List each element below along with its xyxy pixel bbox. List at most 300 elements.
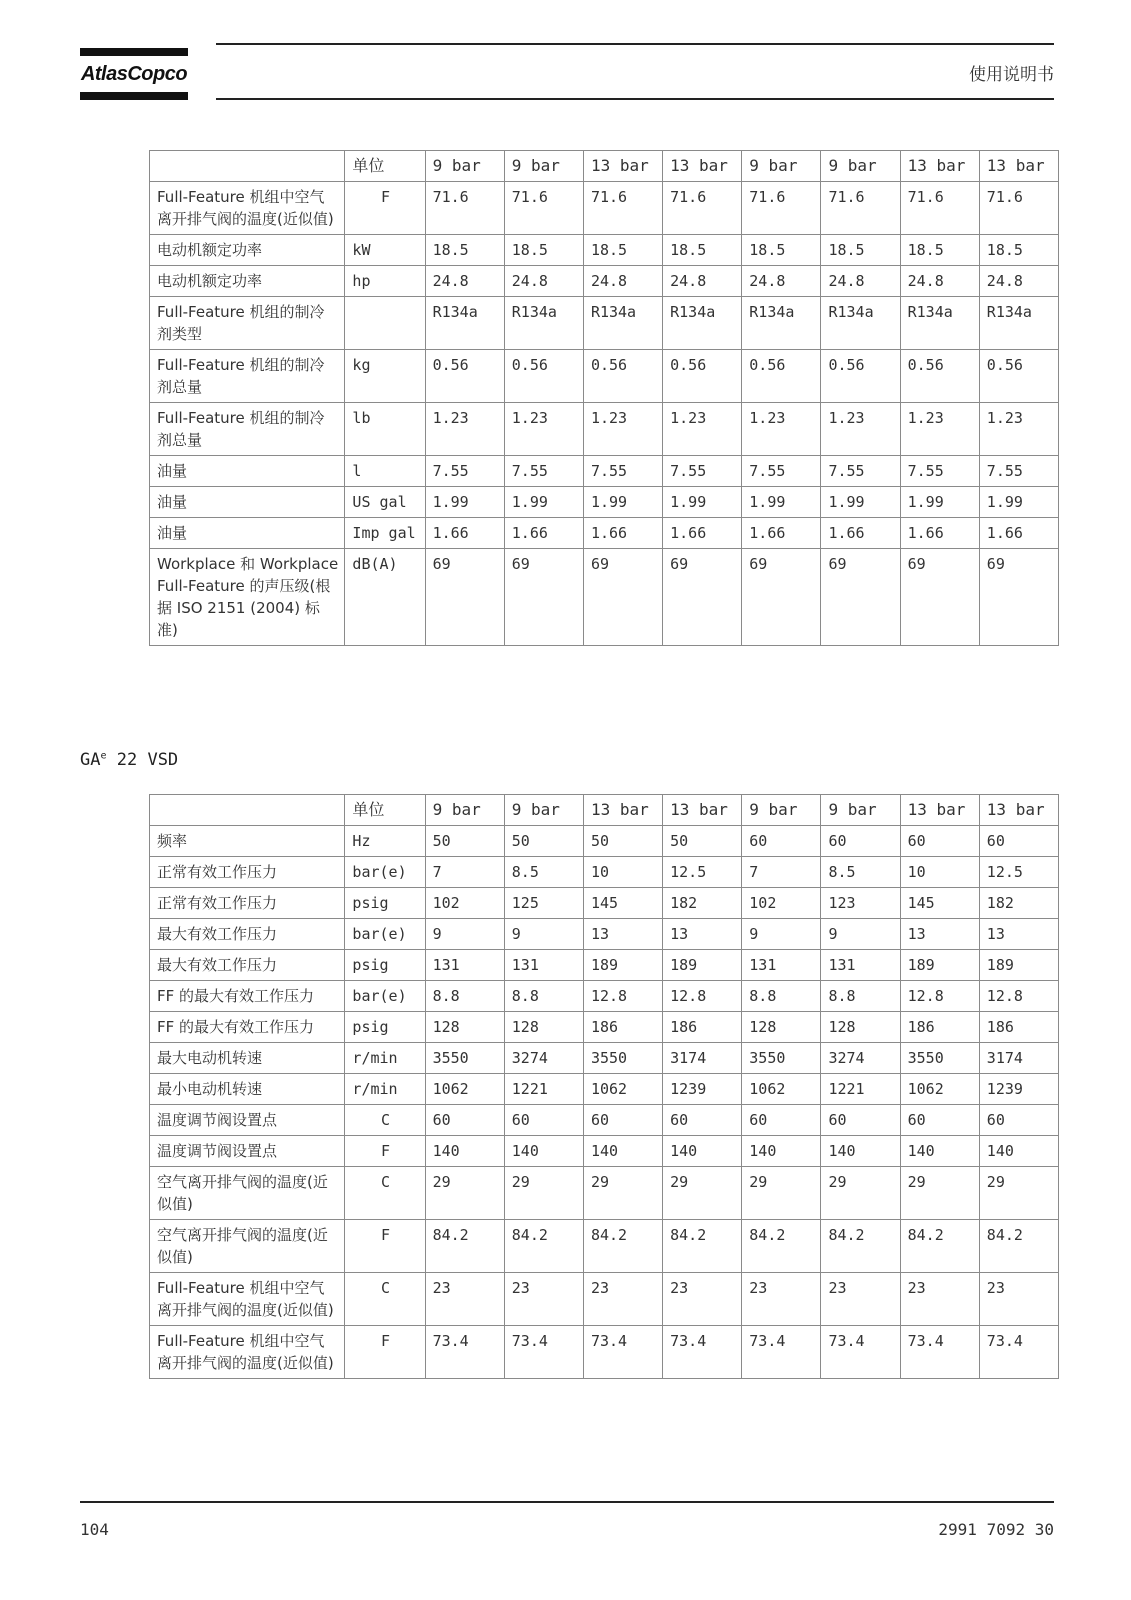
table-row [150, 950, 1059, 981]
cell-value: 69 [821, 549, 900, 646]
cell-value: 69 [979, 549, 1058, 646]
table-row [150, 297, 1059, 350]
cell-value: R134a [663, 297, 742, 350]
table-row [150, 826, 1059, 857]
cell-value: 1062 [900, 1074, 979, 1105]
row-unit: C [345, 1105, 425, 1136]
cell-value: 71.6 [821, 182, 900, 235]
cell-value: 128 [504, 1012, 583, 1043]
column-header-pressure: 9 bar [504, 151, 583, 182]
table-row [150, 981, 1059, 1012]
cell-value: 71.6 [742, 182, 821, 235]
cell-value: 1.66 [821, 518, 900, 549]
table-row [150, 919, 1059, 950]
column-header-pressure: 13 bar [979, 795, 1058, 826]
cell-value: 50 [583, 826, 662, 857]
cell-value: 18.5 [663, 235, 742, 266]
column-header-pressure: 13 bar [979, 151, 1058, 182]
cell-value: 7.55 [583, 456, 662, 487]
cell-value: R134a [821, 297, 900, 350]
cell-value: 60 [583, 1105, 662, 1136]
table-row [150, 518, 1059, 549]
row-unit: kg [345, 350, 425, 403]
cell-value: 125 [504, 888, 583, 919]
table-row [150, 888, 1059, 919]
table-row [150, 1012, 1059, 1043]
cell-value: 29 [425, 1167, 504, 1220]
row-unit: bar(e) [345, 981, 425, 1012]
table-row [150, 857, 1059, 888]
cell-value: 84.2 [821, 1220, 900, 1273]
row-label: 电动机额定功率 [150, 235, 345, 266]
row-unit: r/min [345, 1074, 425, 1105]
cell-value: 1.66 [504, 518, 583, 549]
row-unit: r/min [345, 1043, 425, 1074]
cell-value: 24.8 [504, 266, 583, 297]
table-row [150, 1326, 1059, 1379]
row-unit: hp [345, 266, 425, 297]
cell-value: 1.99 [900, 487, 979, 518]
cell-value: 8.5 [821, 857, 900, 888]
cell-value: 50 [504, 826, 583, 857]
cell-value: R134a [504, 297, 583, 350]
cell-value: 60 [900, 826, 979, 857]
footer-rule [80, 1501, 1054, 1503]
row-label: 温度调节阀设置点 [150, 1136, 345, 1167]
cell-value: 24.8 [821, 266, 900, 297]
cell-value: 123 [821, 888, 900, 919]
section-title-main: GA [80, 750, 101, 770]
column-header-pressure: 13 bar [583, 151, 662, 182]
cell-value: 18.5 [583, 235, 662, 266]
cell-value: 73.4 [425, 1326, 504, 1379]
cell-value: 1.23 [663, 403, 742, 456]
row-label: FF 的最大有效工作压力 [150, 1012, 345, 1043]
row-label: 空气离开排气阀的温度(近似值) [150, 1220, 345, 1273]
cell-value: 84.2 [425, 1220, 504, 1273]
cell-value: 18.5 [425, 235, 504, 266]
cell-value: 9 [504, 919, 583, 950]
logo-bar-top [80, 48, 188, 56]
cell-value: 0.56 [979, 350, 1058, 403]
cell-value: 69 [663, 549, 742, 646]
cell-value: 7.55 [979, 456, 1058, 487]
cell-value: 8.8 [504, 981, 583, 1012]
cell-value: R134a [425, 297, 504, 350]
cell-value: 189 [900, 950, 979, 981]
cell-value: 145 [583, 888, 662, 919]
cell-value: 182 [979, 888, 1058, 919]
column-header-pressure: 13 bar [583, 795, 662, 826]
column-header-pressure: 9 bar [425, 795, 504, 826]
cell-value: 0.56 [900, 350, 979, 403]
row-unit: l [345, 456, 425, 487]
cell-value: 50 [425, 826, 504, 857]
row-unit: Imp gal [345, 518, 425, 549]
row-label: 油量 [150, 487, 345, 518]
cell-value: 60 [979, 1105, 1058, 1136]
row-label: 最大电动机转速 [150, 1043, 345, 1074]
cell-value: 1.66 [979, 518, 1058, 549]
cell-value: 13 [663, 919, 742, 950]
cell-value: 60 [821, 826, 900, 857]
row-unit: C [345, 1167, 425, 1220]
cell-value: 1.23 [821, 403, 900, 456]
cell-value: 12.5 [663, 857, 742, 888]
column-header-pressure: 13 bar [663, 795, 742, 826]
cell-value: 23 [504, 1273, 583, 1326]
cell-value: 189 [663, 950, 742, 981]
cell-value: 18.5 [821, 235, 900, 266]
cell-value: 73.4 [821, 1326, 900, 1379]
row-label: 油量 [150, 456, 345, 487]
row-unit: lb [345, 403, 425, 456]
row-label: 正常有效工作压力 [150, 888, 345, 919]
cell-value: 1.66 [425, 518, 504, 549]
cell-value: 8.8 [425, 981, 504, 1012]
cell-value: 23 [583, 1273, 662, 1326]
cell-value: 24.8 [900, 266, 979, 297]
cell-value: R134a [742, 297, 821, 350]
cell-value: 189 [583, 950, 662, 981]
cell-value: 10 [900, 857, 979, 888]
cell-value: 60 [742, 1105, 821, 1136]
cell-value: 1062 [425, 1074, 504, 1105]
cell-value: 73.4 [742, 1326, 821, 1379]
cell-value: 140 [742, 1136, 821, 1167]
cell-value: 29 [663, 1167, 742, 1220]
section-title-sup: e [100, 750, 107, 762]
cell-value: 1221 [504, 1074, 583, 1105]
table-row [150, 487, 1059, 518]
row-label: 最大有效工作压力 [150, 950, 345, 981]
cell-value: 24.8 [583, 266, 662, 297]
row-label: 空气离开排气阀的温度(近似值) [150, 1167, 345, 1220]
cell-value: 24.8 [979, 266, 1058, 297]
cell-value: 0.56 [504, 350, 583, 403]
cell-value: 7.55 [900, 456, 979, 487]
row-label: Full-Feature 机组的制冷剂总量 [150, 350, 345, 403]
cell-value: 7 [425, 857, 504, 888]
cell-value: 140 [900, 1136, 979, 1167]
cell-value: 131 [425, 950, 504, 981]
cell-value: 128 [821, 1012, 900, 1043]
cell-value: 24.8 [663, 266, 742, 297]
table-row [150, 1273, 1059, 1326]
cell-value: 71.6 [425, 182, 504, 235]
cell-value: 0.56 [663, 350, 742, 403]
row-unit: psig [345, 888, 425, 919]
cell-value: 7.55 [821, 456, 900, 487]
cell-value: 24.8 [742, 266, 821, 297]
cell-value: 1.66 [583, 518, 662, 549]
cell-value: 12.8 [979, 981, 1058, 1012]
cell-value: 8.8 [742, 981, 821, 1012]
table-row [150, 266, 1059, 297]
cell-value: 1.23 [425, 403, 504, 456]
cell-value: 186 [663, 1012, 742, 1043]
cell-value: 182 [663, 888, 742, 919]
cell-value: 1.23 [504, 403, 583, 456]
cell-value: 8.8 [821, 981, 900, 1012]
cell-value: 60 [425, 1105, 504, 1136]
cell-value: 50 [663, 826, 742, 857]
table-row [150, 1136, 1059, 1167]
cell-value: 84.2 [900, 1220, 979, 1273]
cell-value: 29 [821, 1167, 900, 1220]
cell-value: 189 [979, 950, 1058, 981]
cell-value: 0.56 [425, 350, 504, 403]
cell-value: R134a [900, 297, 979, 350]
cell-value: 13 [979, 919, 1058, 950]
cell-value: 7 [742, 857, 821, 888]
row-label: 最小电动机转速 [150, 1074, 345, 1105]
cell-value: 29 [979, 1167, 1058, 1220]
row-unit: US gal [345, 487, 425, 518]
cell-value: 1239 [663, 1074, 742, 1105]
table-row [150, 1043, 1059, 1074]
cell-value: 1.66 [663, 518, 742, 549]
row-unit: bar(e) [345, 857, 425, 888]
cell-value: 1.99 [821, 487, 900, 518]
cell-value: 18.5 [900, 235, 979, 266]
cell-value: 102 [425, 888, 504, 919]
row-label: 电动机额定功率 [150, 266, 345, 297]
cell-value: 8.5 [504, 857, 583, 888]
cell-value: 29 [583, 1167, 662, 1220]
row-unit: C [345, 1273, 425, 1326]
row-label: FF 的最大有效工作压力 [150, 981, 345, 1012]
cell-value: 71.6 [663, 182, 742, 235]
cell-value: 1.99 [504, 487, 583, 518]
cell-value: 73.4 [583, 1326, 662, 1379]
row-label: Full-Feature 机组的制冷剂类型 [150, 297, 345, 350]
cell-value: 12.8 [583, 981, 662, 1012]
cell-value: 23 [742, 1273, 821, 1326]
cell-value: 128 [742, 1012, 821, 1043]
row-label: Full-Feature 机组的制冷剂总量 [150, 403, 345, 456]
cell-value: 7.55 [742, 456, 821, 487]
cell-value: 23 [663, 1273, 742, 1326]
row-label: 正常有效工作压力 [150, 857, 345, 888]
page-number: 104 [80, 1520, 109, 1539]
spec-table-2 [149, 794, 1059, 1379]
cell-value: 140 [504, 1136, 583, 1167]
cell-value: 9 [821, 919, 900, 950]
table-row [150, 1074, 1059, 1105]
cell-value: 23 [425, 1273, 504, 1326]
cell-value: 71.6 [583, 182, 662, 235]
cell-value: 0.56 [742, 350, 821, 403]
cell-value: 140 [821, 1136, 900, 1167]
row-label: 频率 [150, 826, 345, 857]
row-unit: dB(A) [345, 549, 425, 646]
logo-brand-text: AtlasCopco [80, 63, 188, 85]
column-header-pressure: 9 bar [425, 151, 504, 182]
cell-value: 1.66 [900, 518, 979, 549]
table-header-row [150, 151, 1059, 182]
page-header-title: 使用说明书 [969, 65, 1054, 85]
cell-value: 60 [663, 1105, 742, 1136]
cell-value: 73.4 [663, 1326, 742, 1379]
cell-value: R134a [979, 297, 1058, 350]
cell-value: 1.99 [979, 487, 1058, 518]
cell-value: 18.5 [979, 235, 1058, 266]
atlas-copco-logo [80, 48, 188, 100]
column-header-pressure: 9 bar [742, 795, 821, 826]
column-header-pressure: 13 bar [663, 151, 742, 182]
row-unit: psig [345, 1012, 425, 1043]
cell-value: 140 [425, 1136, 504, 1167]
section-title-rest: 22 VSD [106, 750, 179, 770]
cell-value: 1.23 [900, 403, 979, 456]
row-unit: F [345, 1220, 425, 1273]
cell-value: 69 [583, 549, 662, 646]
cell-value: 145 [900, 888, 979, 919]
column-header-label [150, 795, 345, 826]
row-label: 温度调节阀设置点 [150, 1105, 345, 1136]
table-row [150, 235, 1059, 266]
cell-value: 7.55 [504, 456, 583, 487]
cell-value: 102 [742, 888, 821, 919]
cell-value: 73.4 [979, 1326, 1058, 1379]
cell-value: 71.6 [504, 182, 583, 235]
cell-value: 23 [900, 1273, 979, 1326]
row-unit: F [345, 1136, 425, 1167]
cell-value: 1.99 [425, 487, 504, 518]
cell-value: 84.2 [583, 1220, 662, 1273]
column-header-pressure: 13 bar [900, 151, 979, 182]
cell-value: 0.56 [583, 350, 662, 403]
cell-value: 84.2 [663, 1220, 742, 1273]
table-row [150, 549, 1059, 646]
cell-value: 73.4 [900, 1326, 979, 1379]
cell-value: 60 [821, 1105, 900, 1136]
cell-value: 60 [900, 1105, 979, 1136]
cell-value: 73.4 [504, 1326, 583, 1379]
table-row [150, 182, 1059, 235]
cell-value: 12.5 [979, 857, 1058, 888]
cell-value: 140 [583, 1136, 662, 1167]
cell-value: 84.2 [742, 1220, 821, 1273]
cell-value: 13 [900, 919, 979, 950]
cell-value: 3274 [821, 1043, 900, 1074]
cell-value: 1.23 [742, 403, 821, 456]
header-rule-top [216, 43, 1054, 45]
cell-value: 128 [425, 1012, 504, 1043]
cell-value: 3174 [979, 1043, 1058, 1074]
cell-value: 3174 [663, 1043, 742, 1074]
cell-value: 18.5 [742, 235, 821, 266]
cell-value: 3550 [900, 1043, 979, 1074]
table-row [150, 1167, 1059, 1220]
row-unit: F [345, 1326, 425, 1379]
header-rule-bottom [216, 98, 1054, 100]
cell-value: 1.66 [742, 518, 821, 549]
spec-table-1 [149, 150, 1059, 646]
cell-value: 12.8 [900, 981, 979, 1012]
column-header-unit: 单位 [345, 795, 425, 826]
cell-value: 69 [504, 549, 583, 646]
cell-value: 131 [821, 950, 900, 981]
column-header-pressure: 13 bar [900, 795, 979, 826]
section-title-gae22vsd [80, 750, 178, 770]
cell-value: 71.6 [900, 182, 979, 235]
column-header-label [150, 151, 345, 182]
table-row [150, 456, 1059, 487]
cell-value: 69 [742, 549, 821, 646]
cell-value: 186 [979, 1012, 1058, 1043]
row-unit [345, 297, 425, 350]
cell-value: 140 [979, 1136, 1058, 1167]
row-label: Full-Feature 机组中空气离开排气阀的温度(近似值) [150, 1326, 345, 1379]
row-label: 油量 [150, 518, 345, 549]
cell-value: 140 [663, 1136, 742, 1167]
table-row [150, 1105, 1059, 1136]
table-row [150, 350, 1059, 403]
cell-value: 186 [583, 1012, 662, 1043]
cell-value: 1239 [979, 1074, 1058, 1105]
cell-value: 10 [583, 857, 662, 888]
cell-value: 71.6 [979, 182, 1058, 235]
cell-value: 3550 [425, 1043, 504, 1074]
cell-value: 60 [504, 1105, 583, 1136]
cell-value: 1062 [583, 1074, 662, 1105]
cell-value: R134a [583, 297, 662, 350]
cell-value: 29 [900, 1167, 979, 1220]
cell-value: 3274 [504, 1043, 583, 1074]
logo-bar-bottom [80, 92, 188, 100]
cell-value: 84.2 [979, 1220, 1058, 1273]
cell-value: 9 [425, 919, 504, 950]
cell-value: 131 [504, 950, 583, 981]
row-label: Workplace 和 Workplace Full-Feature 的声压级(根据 ISO 2151 (2004) 标准) [150, 549, 345, 646]
cell-value: 3550 [583, 1043, 662, 1074]
cell-value: 29 [504, 1167, 583, 1220]
cell-value: 1.99 [663, 487, 742, 518]
row-unit: bar(e) [345, 919, 425, 950]
column-header-pressure: 9 bar [742, 151, 821, 182]
column-header-pressure: 9 bar [504, 795, 583, 826]
row-unit: F [345, 182, 425, 235]
cell-value: 13 [583, 919, 662, 950]
column-header-pressure: 9 bar [821, 151, 900, 182]
cell-value: 7.55 [663, 456, 742, 487]
cell-value: 131 [742, 950, 821, 981]
cell-value: 69 [425, 549, 504, 646]
cell-value: 7.55 [425, 456, 504, 487]
table-header-row [150, 795, 1059, 826]
row-label: 最大有效工作压力 [150, 919, 345, 950]
cell-value: 1221 [821, 1074, 900, 1105]
cell-value: 1.23 [979, 403, 1058, 456]
column-header-pressure: 9 bar [821, 795, 900, 826]
cell-value: 12.8 [663, 981, 742, 1012]
row-unit: Hz [345, 826, 425, 857]
cell-value: 9 [742, 919, 821, 950]
table-row [150, 1220, 1059, 1273]
row-label: Full-Feature 机组中空气离开排气阀的温度(近似值) [150, 1273, 345, 1326]
cell-value: 84.2 [504, 1220, 583, 1273]
cell-value: 186 [900, 1012, 979, 1043]
row-unit: psig [345, 950, 425, 981]
cell-value: 60 [742, 826, 821, 857]
document-number: 2991 7092 30 [938, 1520, 1054, 1539]
cell-value: 1062 [742, 1074, 821, 1105]
cell-value: 69 [900, 549, 979, 646]
row-label: Full-Feature 机组中空气离开排气阀的温度(近似值) [150, 182, 345, 235]
cell-value: 0.56 [821, 350, 900, 403]
